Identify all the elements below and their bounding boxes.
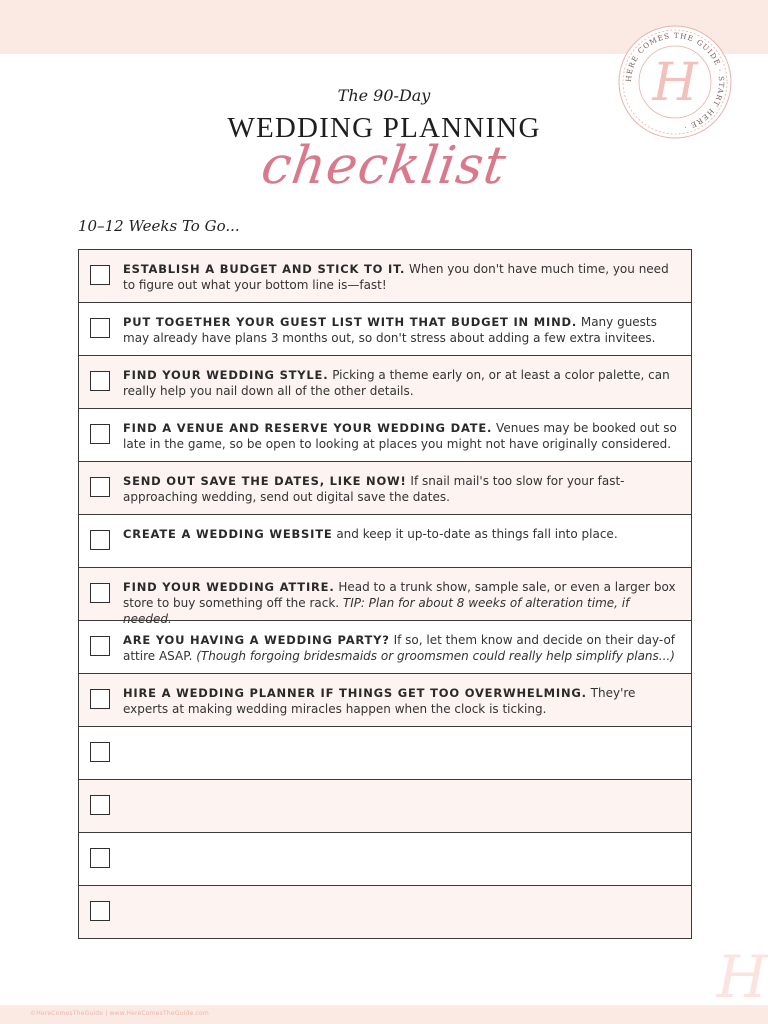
page-title: WEDDING PLANNING xyxy=(227,112,541,144)
item-lead: PUT TOGETHER YOUR GUEST LIST WITH THAT BUDGET IN MIND. xyxy=(123,315,578,329)
checkbox[interactable] xyxy=(90,795,110,815)
checklist-row xyxy=(79,780,691,833)
item-tip: TIP: Plan for about 8 weeks of alteration time, if needed. xyxy=(123,596,630,626)
checklist-row xyxy=(79,462,691,515)
svg-text:H: H xyxy=(716,945,768,1005)
checkbox[interactable] xyxy=(90,318,110,338)
checklist-item-text xyxy=(123,526,679,542)
checklist-item-text xyxy=(123,420,679,452)
item-body: If snail mail's too slow for your fast-approaching wedding, send out digital save the dates. xyxy=(123,474,625,504)
item-lead: FIND YOUR WEDDING ATTIRE. xyxy=(123,580,335,594)
item-lead: FIND A VENUE AND RESERVE YOUR WEDDING DATE. xyxy=(123,421,493,435)
item-lead: FIND YOUR WEDDING STYLE. xyxy=(123,368,329,382)
item-lead: HIRE A WEDDING PLANNER IF THINGS GET TOO OVERWHELMING. xyxy=(123,686,587,700)
section-heading: 10–12 Weeks To Go... xyxy=(78,217,240,235)
checkbox[interactable] xyxy=(90,901,110,921)
svg-text:H: H xyxy=(652,53,698,113)
checklist-row xyxy=(79,515,691,568)
checklist-row xyxy=(79,727,691,780)
checklist-item-text xyxy=(123,685,679,717)
checkbox[interactable] xyxy=(90,742,110,762)
checkbox[interactable] xyxy=(90,265,110,285)
checklist-item-text xyxy=(123,473,679,505)
item-lead: ESTABLISH A BUDGET AND STICK TO IT. xyxy=(123,262,406,276)
checklist-row xyxy=(79,250,691,303)
checklist-item-text xyxy=(123,367,679,399)
checklist-row xyxy=(79,356,691,409)
item-tip: (Though forgoing bridesmaids or groomsmen could really help simplify plans...) xyxy=(196,649,675,663)
item-lead: ARE YOU HAVING A WEDDING PARTY? xyxy=(123,633,390,647)
checklist-row xyxy=(79,568,691,626)
item-body: They're experts at making wedding miracles happen when the clock is ticking. xyxy=(123,686,636,716)
checklist-item-text xyxy=(123,314,679,346)
checkbox[interactable] xyxy=(90,424,110,444)
item-lead: SEND OUT SAVE THE DATES, LIKE NOW! xyxy=(123,474,407,488)
item-body: Many guests may already have plans 3 months out, so don't stress about adding a few extra invitees. xyxy=(123,315,657,345)
checklist-row xyxy=(79,674,691,727)
checklist-row xyxy=(79,409,691,462)
checklist-item-text xyxy=(123,632,679,664)
checklist-item-text xyxy=(123,261,679,293)
checklist-table xyxy=(78,249,692,939)
checkbox[interactable] xyxy=(90,636,110,656)
checklist-row xyxy=(79,833,691,886)
script-title: checklist xyxy=(257,136,511,196)
checkbox[interactable] xyxy=(90,689,110,709)
item-lead: CREATE A WEDDING WEBSITE xyxy=(123,527,333,541)
checkbox[interactable] xyxy=(90,477,110,497)
item-body: When you don't have much time, you need to figure out what your bottom line is—fast! xyxy=(123,262,669,292)
footer-copyright: ©HereComesTheGuide | www.HereComesTheGuide.com xyxy=(30,1010,209,1017)
checklist-row xyxy=(79,303,691,356)
item-body: and keep it up-to-date as things fall into place. xyxy=(332,527,618,541)
item-body: Picking a theme early on, or at least a color palette, can really help you nail down all of the other details. xyxy=(123,368,670,398)
checklist-row xyxy=(79,886,691,938)
svg-text:HERE COMES THE GUIDE · START H: HERE COMES THE GUIDE · START HERE · xyxy=(623,30,727,133)
item-body: Head to a trunk show, sample sale, or even a larger box store to buy something off the rack. xyxy=(123,580,676,610)
item-body: If so, let them know and decide on their day-of attire ASAP. xyxy=(123,633,676,663)
checkbox[interactable] xyxy=(90,583,110,603)
checkbox[interactable] xyxy=(90,371,110,391)
item-body: Venues may be booked out so late in the game, so be open to looking at places you might not have originally considered. xyxy=(123,421,677,451)
checkbox[interactable] xyxy=(90,530,110,550)
monogram-watermark-logo xyxy=(712,945,768,1005)
title-subtitle: The 90-Day xyxy=(337,86,431,105)
checklist-row xyxy=(79,621,691,674)
checkbox[interactable] xyxy=(90,848,110,868)
checklist-item-text xyxy=(123,579,679,627)
